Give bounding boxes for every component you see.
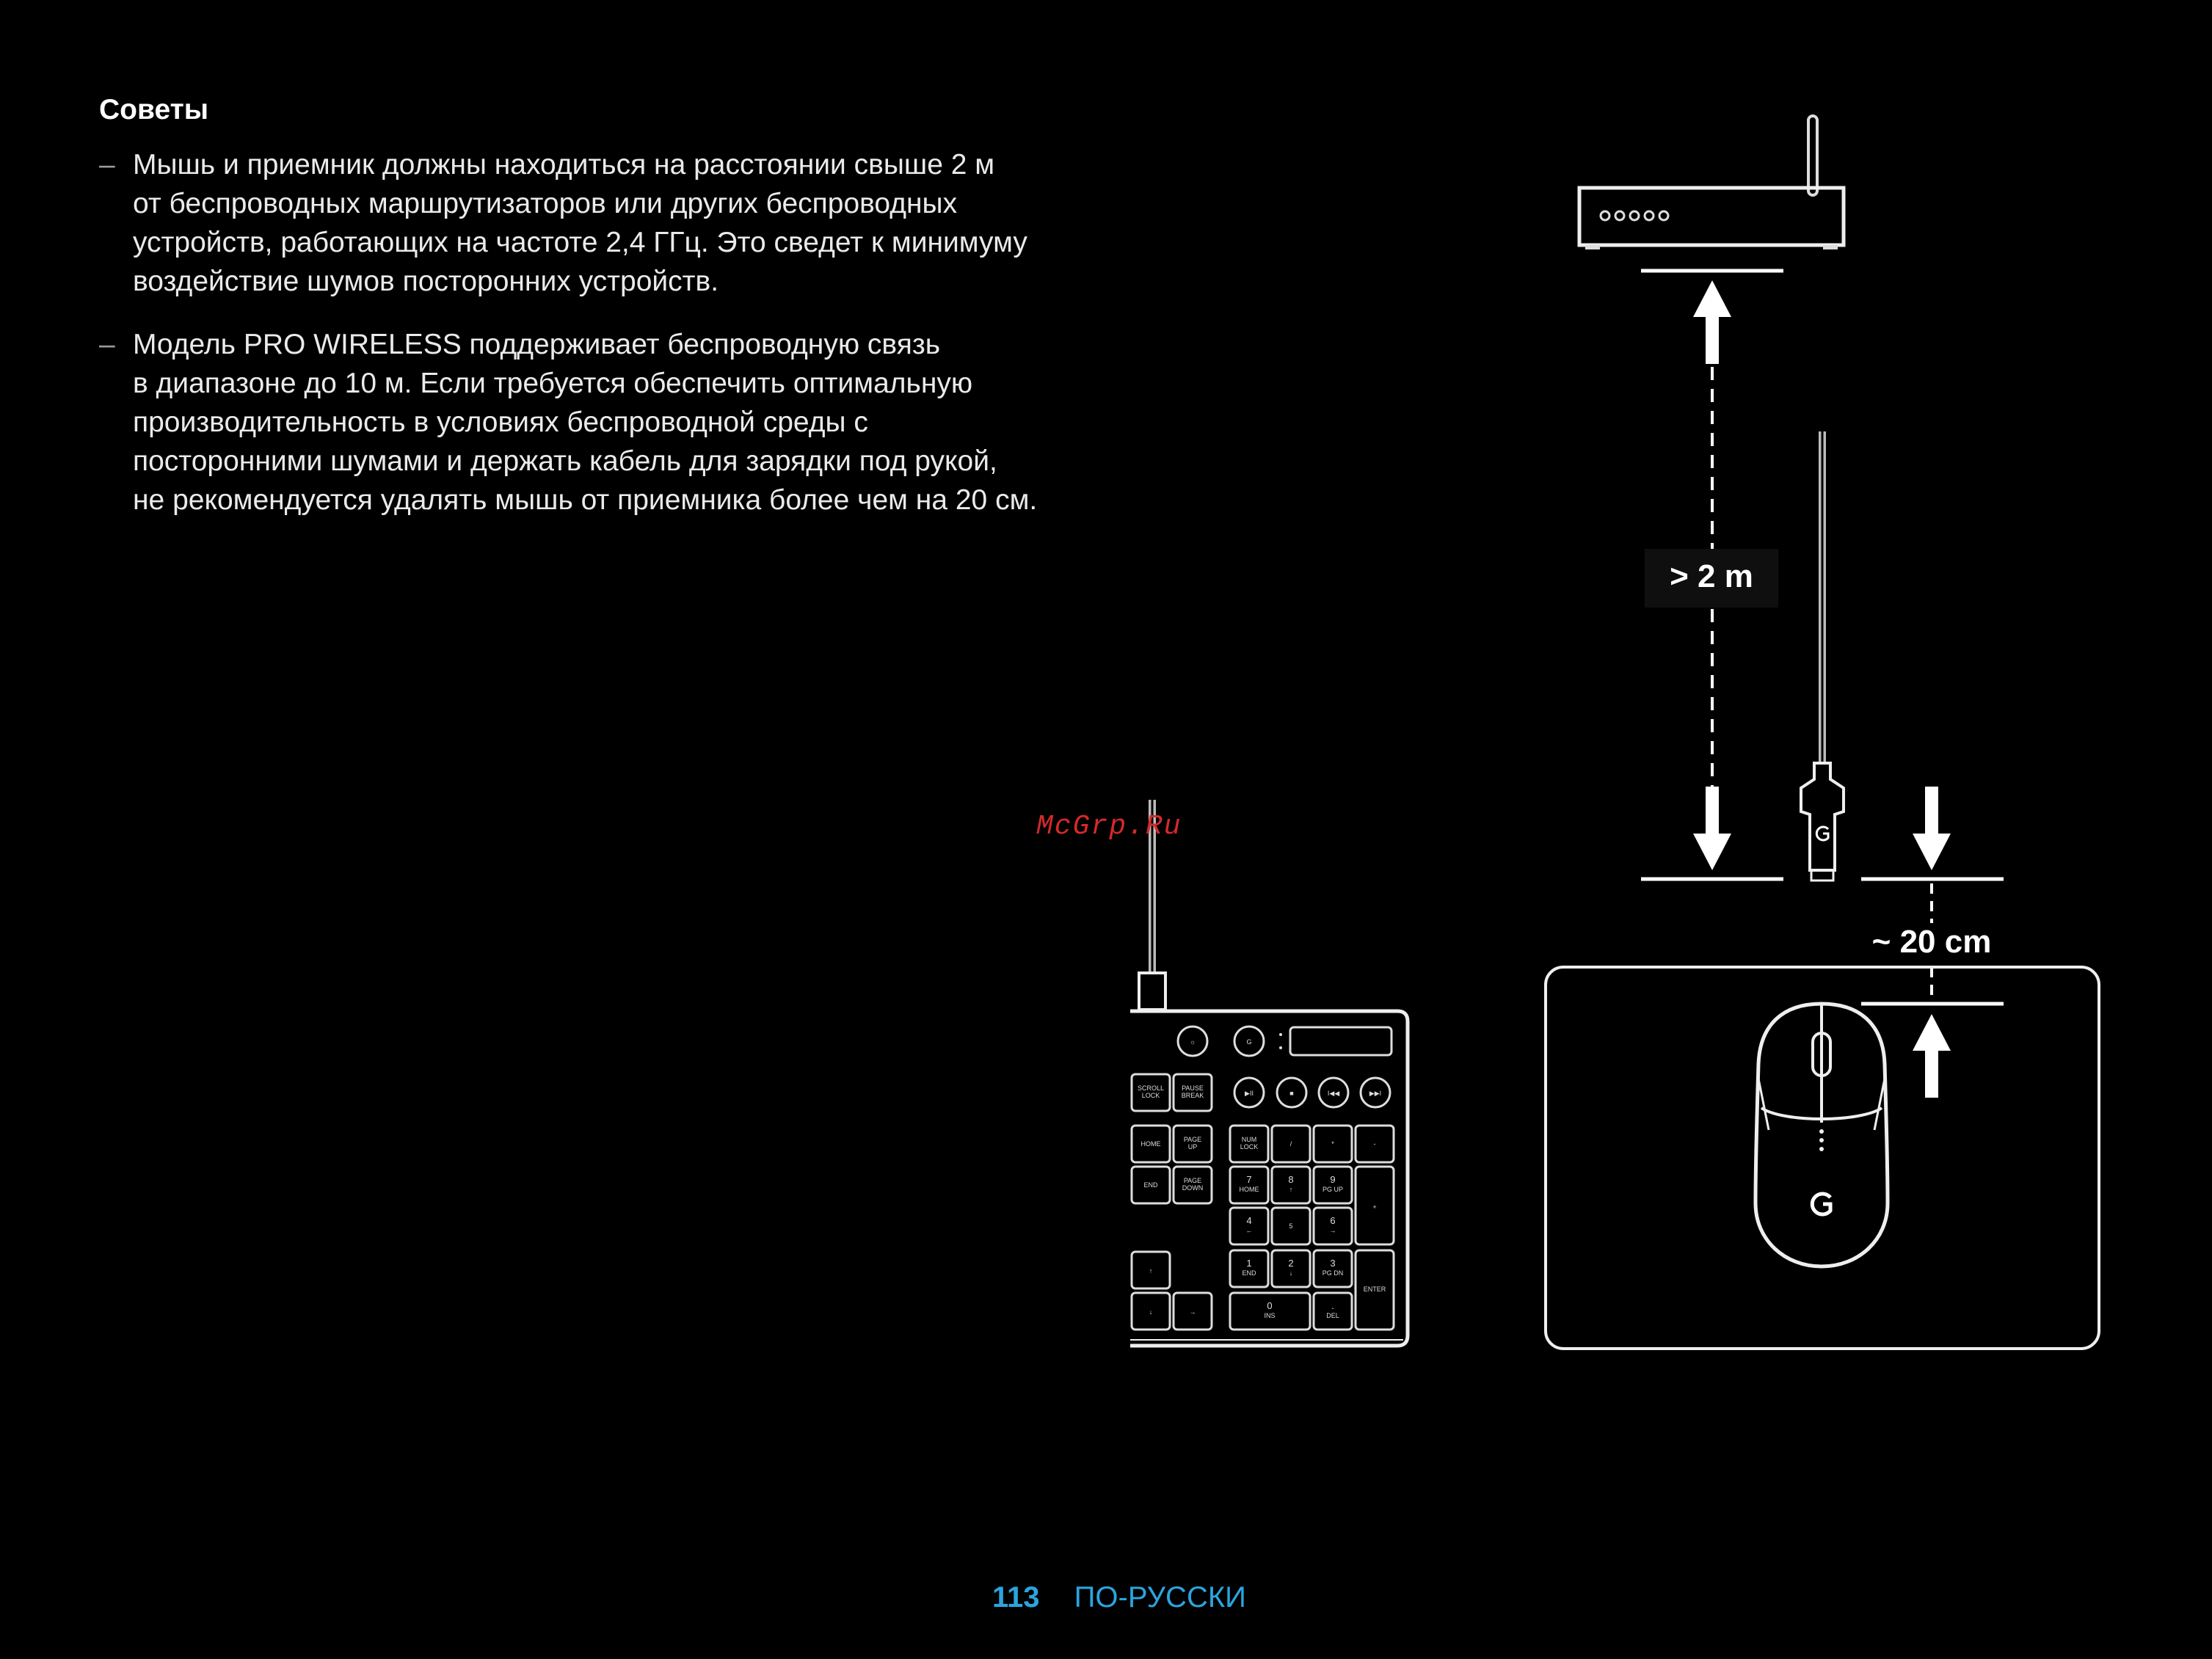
key-dot: . DEL: [1326, 1300, 1339, 1319]
arrow-down-icon: [1693, 787, 1731, 870]
key-num0: 0 INS: [1264, 1300, 1276, 1319]
key-num2: 2 ↓: [1288, 1258, 1294, 1277]
tip-line: воздействие шумов посторонних устройств.: [133, 266, 719, 297]
router-illustration: [1579, 116, 1844, 249]
usb-receiver-illustration: [1801, 431, 1844, 880]
game-mode-icon: G: [1246, 1038, 1252, 1046]
key-arrow-down: ↓: [1149, 1308, 1153, 1316]
tip-line: производительность в условиях беспроводной среды с: [133, 406, 868, 438]
tip-line: не рекомендуется удалять мышь от приемника более чем на 20 см.: [133, 484, 1038, 516]
page-footer: [992, 1581, 1246, 1614]
media-play-icon: ▶II: [1245, 1090, 1254, 1097]
tip-line: от беспроводных маршрутизаторов или других беспроводных: [133, 188, 958, 219]
key-scroll-lock: SCROLL LOCK: [1137, 1084, 1165, 1099]
logitech-g-icon: [1816, 827, 1828, 840]
key-page-down: PAGE DOWN: [1182, 1177, 1204, 1192]
media-stop-icon: ■: [1289, 1090, 1294, 1097]
tip-line: в диапазоне до 10 м. Если требуется обеспечить оптимальную: [133, 368, 973, 399]
key-arrow-right: →: [1189, 1308, 1196, 1316]
tip-line: посторонними шумами и держать кабель для зарядки под рукой,: [133, 445, 997, 477]
router-distance-label: > 2 m: [1670, 558, 1753, 594]
arrow-down-icon: [1913, 787, 1951, 870]
key-num9: 9 PG UP: [1322, 1174, 1344, 1193]
router-leds: [1601, 211, 1668, 220]
key-minus: -: [1373, 1140, 1376, 1148]
sun-icon: ☼: [1189, 1038, 1196, 1046]
key-home: HOME: [1140, 1140, 1161, 1148]
key-end: END: [1143, 1181, 1158, 1189]
keyboard-keys: [1132, 1074, 1394, 1330]
key-num8: 8 ↑: [1288, 1174, 1294, 1193]
tip-dash: –: [99, 329, 115, 360]
receiver-body: [1801, 763, 1844, 870]
arrow-up-icon: [1913, 1014, 1951, 1098]
page-number: 113: [992, 1581, 1040, 1614]
media-next-icon: ▶▶I: [1369, 1090, 1382, 1097]
key-arrow-up: ↑: [1149, 1267, 1153, 1275]
watermark: McGrp.Ru: [1036, 811, 1182, 842]
key-page-up: PAGE UP: [1183, 1136, 1202, 1151]
tip-dash: –: [99, 149, 115, 181]
tips-heading: Советы: [99, 94, 209, 125]
tip-line: Модель PRO WIRELESS поддерживает беспроводную связь: [133, 329, 941, 360]
key-num6: 6 →: [1329, 1215, 1336, 1234]
key-slash: /: [1289, 1140, 1292, 1148]
router-body: [1579, 188, 1844, 245]
mouse-illustration: [1756, 1004, 1888, 1266]
key-pause-break: PAUSE BREAK: [1181, 1084, 1204, 1099]
tip-line: Мышь и приемник должны находиться на расстоянии свыше 2 м: [133, 149, 995, 181]
key-num1: 1 END: [1242, 1258, 1256, 1277]
key-num4: 4 ←: [1245, 1215, 1253, 1234]
receiver-distance-label: ~ 20 cm: [1871, 924, 1992, 960]
arrow-up-icon: [1693, 280, 1731, 364]
key-plus: +: [1372, 1203, 1377, 1211]
router-antenna: [1808, 116, 1817, 195]
key-num3: 3 PG DN: [1322, 1258, 1344, 1277]
key-num5: 5: [1289, 1222, 1293, 1230]
media-prev-icon: I◀◀: [1327, 1090, 1340, 1097]
tip-line: устройств, работающих на частоте 2,4 ГГц. Это сведет к минимуму: [133, 227, 1027, 258]
page-language: ПО-РУССКИ: [1074, 1581, 1246, 1614]
key-enter: ENTER: [1363, 1286, 1386, 1293]
key-asterisk: *: [1331, 1140, 1334, 1148]
key-num7: 7 HOME: [1239, 1174, 1259, 1193]
logo-display: [1290, 1027, 1391, 1055]
logitech-g-icon: [1812, 1194, 1830, 1214]
keyboard-illustration: [1130, 800, 1408, 1346]
key-num-lock: NUM LOCK: [1240, 1136, 1259, 1151]
